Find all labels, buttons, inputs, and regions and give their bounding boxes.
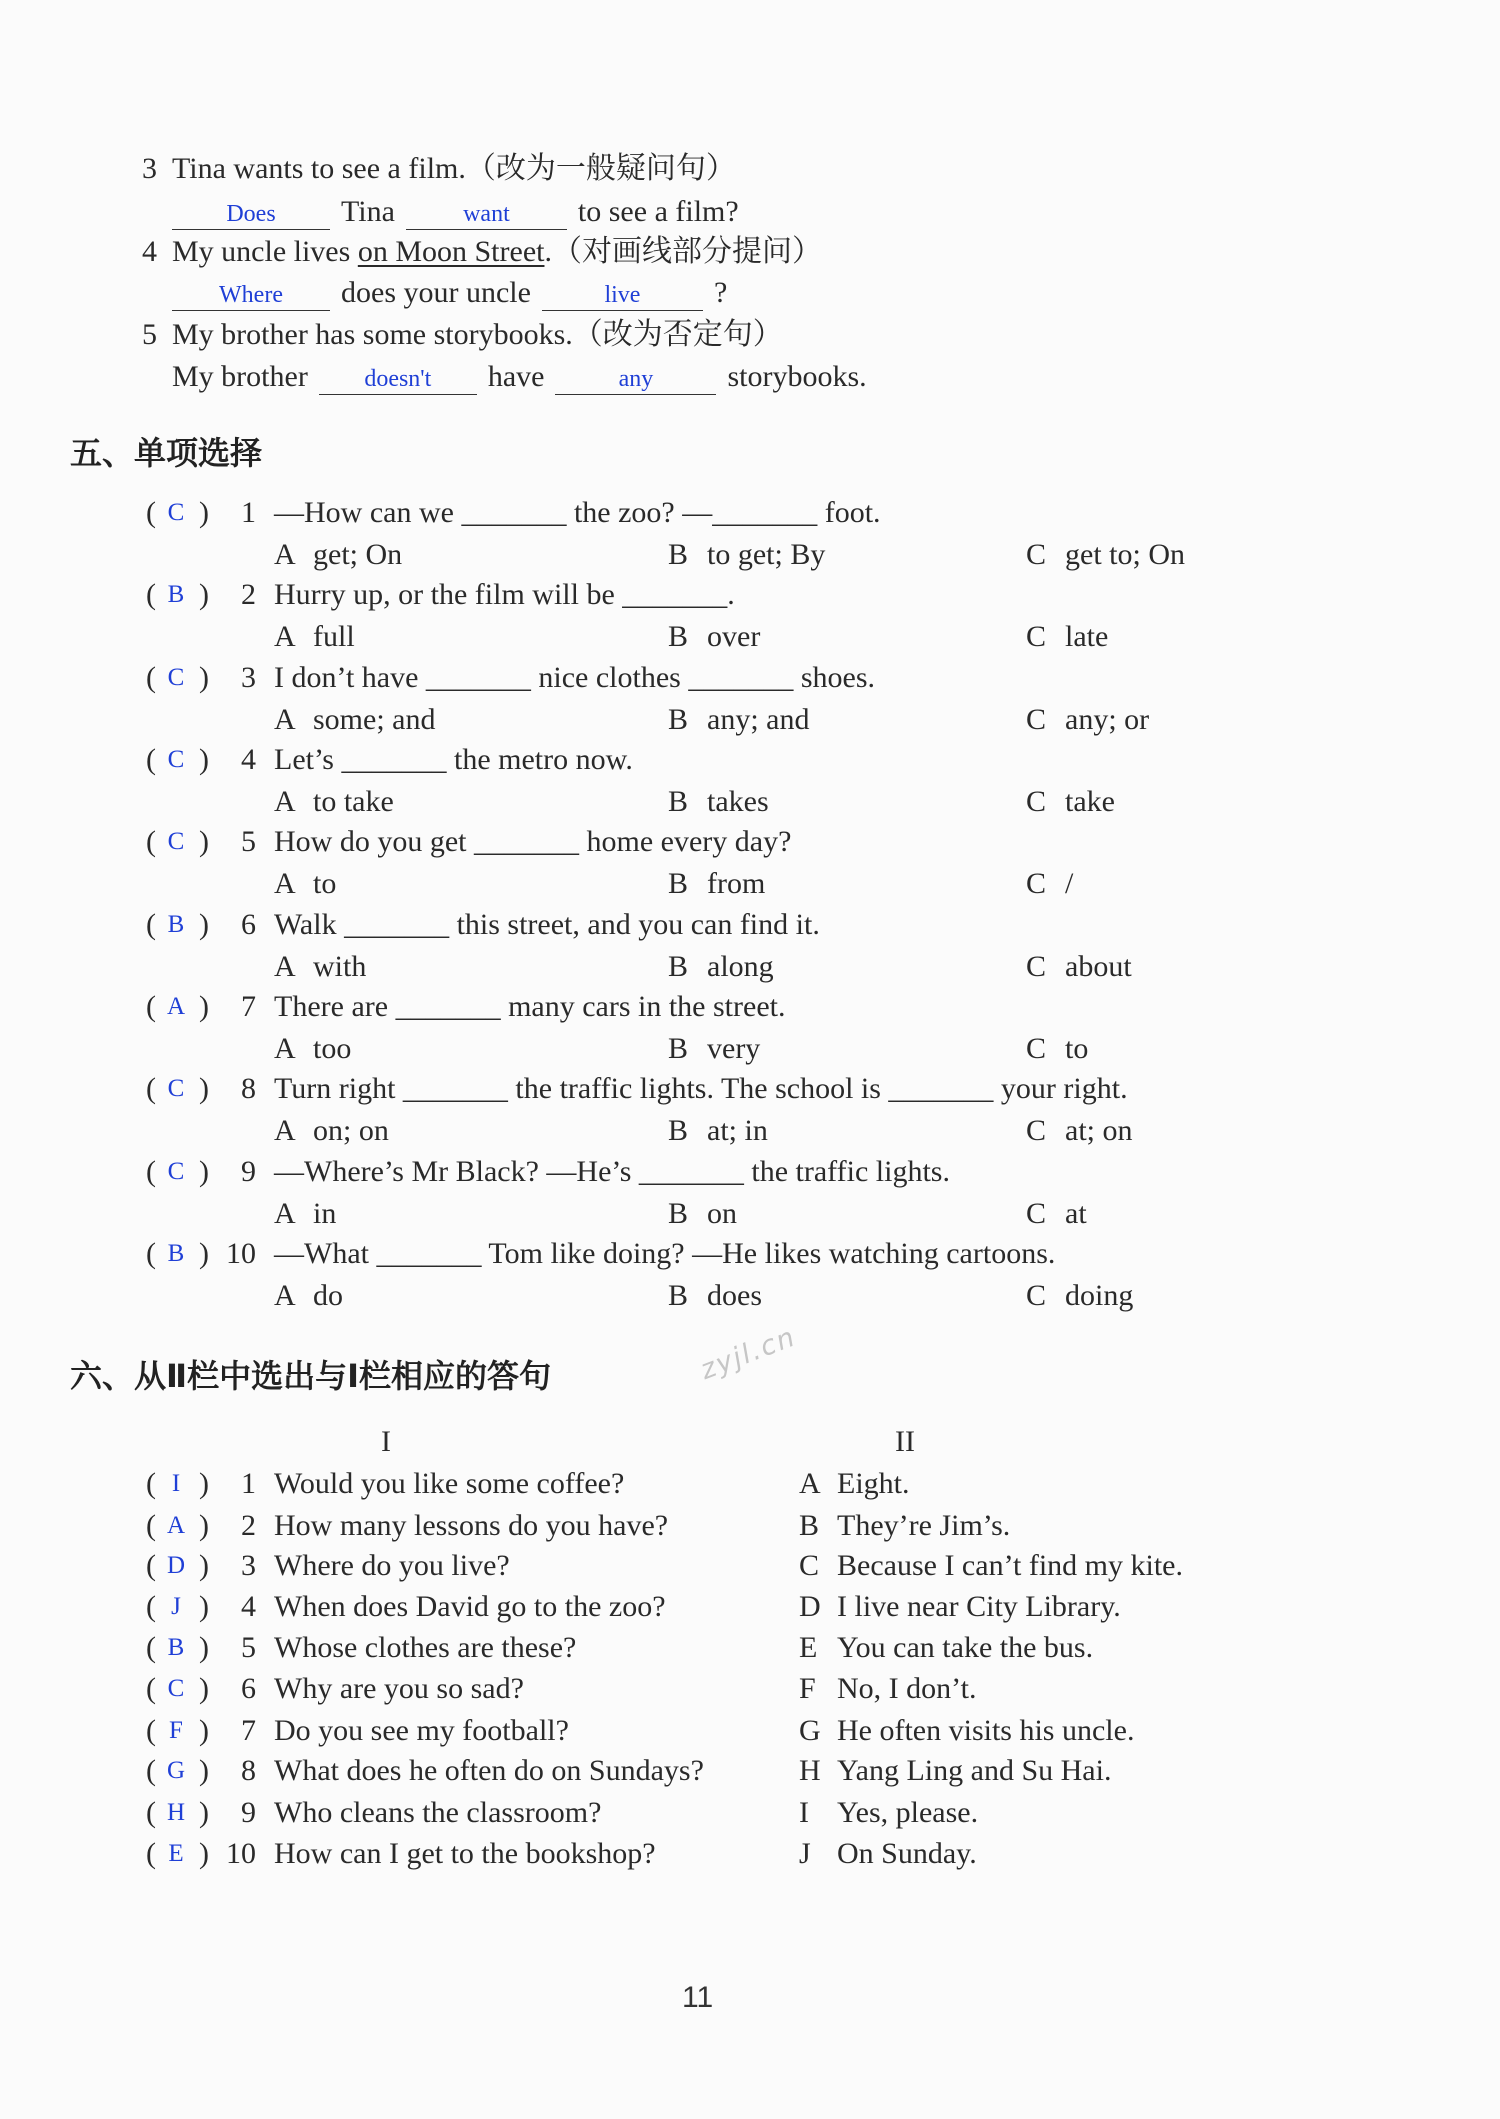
option-b — [668, 1194, 737, 1234]
option-letter: B — [668, 1114, 689, 1147]
option-letter: C — [1026, 1032, 1047, 1065]
answer-blank: Does — [172, 199, 330, 230]
response-letter: H — [799, 1754, 821, 1787]
choice-question-2 — [0, 575, 1500, 615]
answer-blank: want — [406, 199, 567, 230]
question-number: 4 — [142, 235, 157, 268]
bracket-close: ) — [199, 1837, 209, 1870]
bracket-open: ( — [146, 1237, 156, 1270]
option-a — [274, 947, 366, 987]
rewrite-answer-5 — [0, 357, 1500, 397]
match-question: When does David go to the zoo? — [274, 1590, 666, 1623]
option-text: at; on — [1065, 1114, 1133, 1147]
bracket-close: ) — [199, 1237, 209, 1270]
option-text: to take — [313, 785, 394, 818]
choice-answer: C — [167, 664, 185, 691]
option-text: at; in — [707, 1114, 768, 1147]
option-letter: C — [1026, 785, 1047, 818]
answer-blank: live — [542, 280, 703, 311]
choice-question-4 — [0, 740, 1500, 780]
bracket-close: ) — [199, 1590, 209, 1623]
option-b — [668, 864, 765, 904]
bracket-open: ( — [146, 1509, 156, 1542]
bracket-close: ) — [199, 661, 209, 694]
bracket-close: ) — [199, 1796, 209, 1829]
option-text: over — [707, 620, 761, 653]
option-letter: B — [668, 620, 689, 653]
match-answer: A — [166, 1512, 186, 1539]
choice-answer: A — [166, 993, 186, 1020]
match-row-2 — [0, 1506, 1500, 1546]
question-stem: Let’s _______ the metro now. — [274, 743, 633, 776]
choice-answer: B — [167, 1240, 185, 1267]
question-number: 5 — [241, 825, 256, 858]
response-letter: G — [799, 1714, 821, 1747]
answer-line — [172, 357, 878, 397]
response-letter: E — [799, 1631, 818, 1664]
option-text: with — [313, 950, 367, 983]
option-text: on — [707, 1197, 737, 1230]
option-text: does — [707, 1279, 762, 1312]
bracket-close: ) — [199, 1155, 209, 1188]
question-stem: I don’t have _______ nice clothes _______ shoes. — [274, 661, 876, 694]
question-number: 1 — [241, 1467, 256, 1500]
option-letter: A — [274, 785, 296, 818]
column-ii-header: II — [895, 1425, 915, 1458]
option-text: very — [707, 1032, 761, 1065]
section-heading-single-choice: 五、单项选择 — [70, 434, 263, 472]
bracket-close: ) — [199, 496, 209, 529]
choice-question-9 — [0, 1152, 1500, 1192]
question-number: 4 — [241, 743, 256, 776]
bracket-open: ( — [146, 578, 156, 611]
match-row-4 — [0, 1587, 1500, 1627]
bracket-open: ( — [146, 990, 156, 1023]
question-stem: —What _______ Tom like doing? —He likes watching cartoons. — [274, 1237, 1056, 1270]
choice-options-9 — [0, 1194, 1500, 1234]
answer-blank: any — [555, 364, 716, 395]
bracket-close: ) — [199, 578, 209, 611]
option-b — [668, 535, 825, 575]
answer-text: to see a film? — [577, 195, 739, 228]
option-letter: C — [1026, 703, 1047, 736]
option-c — [1026, 782, 1115, 822]
bracket-open: ( — [146, 1837, 156, 1870]
option-text: takes — [707, 785, 769, 818]
option-b — [668, 1029, 760, 1069]
option-a — [274, 535, 402, 575]
option-letter: C — [1026, 950, 1047, 983]
option-c — [1026, 1029, 1088, 1069]
bracket-open: ( — [146, 825, 156, 858]
match-row-1 — [0, 1464, 1500, 1504]
bracket-close: ) — [199, 825, 209, 858]
question-number: 10 — [226, 1837, 256, 1870]
bracket-open: ( — [146, 743, 156, 776]
question-number: 5 — [142, 318, 157, 351]
option-text: get to; On — [1065, 538, 1185, 571]
option-text: do — [313, 1279, 343, 1312]
choice-answer: B — [167, 581, 185, 608]
option-text: to — [313, 867, 337, 900]
bracket-open: ( — [146, 661, 156, 694]
bracket-open: ( — [146, 1072, 156, 1105]
question-number: 5 — [241, 1631, 256, 1664]
response-text: Yang Ling and Su Hai. — [837, 1754, 1112, 1787]
option-text: any; or — [1065, 703, 1150, 736]
choice-options-5 — [0, 864, 1500, 904]
match-row-10 — [0, 1834, 1500, 1874]
response-text: No, I don’t. — [837, 1672, 977, 1705]
rewrite-question-3 — [0, 149, 1500, 189]
choice-options-10 — [0, 1276, 1500, 1316]
instruction: （改为一般疑问句） — [465, 152, 736, 185]
option-a — [274, 782, 394, 822]
option-text: take — [1065, 785, 1115, 818]
question-number: 3 — [241, 1549, 256, 1582]
match-question: What does he often do on Sundays? — [274, 1754, 704, 1787]
bracket-open: ( — [146, 1754, 156, 1787]
question-stem: How do you get _______ home every day? — [274, 825, 792, 858]
option-c — [1026, 1194, 1087, 1234]
option-letter: B — [668, 1197, 689, 1230]
option-letter: C — [1026, 620, 1047, 653]
option-text: along — [707, 950, 774, 983]
choice-question-3 — [0, 658, 1500, 698]
option-letter: A — [274, 703, 296, 736]
question-number: 2 — [241, 1509, 256, 1542]
response-letter: J — [799, 1837, 811, 1870]
rewrite-question-4 — [0, 232, 1500, 272]
bracket-close: ) — [199, 990, 209, 1023]
option-b — [668, 1276, 762, 1316]
choice-answer: C — [167, 1158, 185, 1185]
option-letter: A — [274, 1197, 296, 1230]
question-number: 1 — [241, 496, 256, 529]
question-stem: —Where’s Mr Black? —He’s _______ the traffic lights. — [274, 1155, 950, 1188]
match-answer: B — [167, 1634, 185, 1661]
response-letter: F — [799, 1672, 816, 1705]
option-text: too — [313, 1032, 352, 1065]
option-letter: B — [668, 867, 689, 900]
option-text: on; on — [313, 1114, 389, 1147]
bracket-close: ) — [199, 743, 209, 776]
answer-text: ? — [713, 276, 728, 309]
question-stem: Walk _______ this street, and you can find it. — [274, 908, 820, 941]
match-answer: H — [166, 1799, 186, 1826]
option-a — [274, 1194, 336, 1234]
choice-options-7 — [0, 1029, 1500, 1069]
bracket-close: ) — [199, 1072, 209, 1105]
answer-line — [172, 273, 727, 313]
question-number: 10 — [226, 1237, 256, 1270]
option-text: from — [707, 867, 766, 900]
match-row-3 — [0, 1546, 1500, 1586]
bracket-close: ) — [199, 1754, 209, 1787]
question-number: 8 — [241, 1072, 256, 1105]
question-text — [172, 315, 783, 355]
option-b — [668, 782, 769, 822]
choice-options-6 — [0, 947, 1500, 987]
sentence: My brother has some storybooks. — [172, 318, 573, 351]
option-letter: C — [1026, 867, 1047, 900]
question-stem: Hurry up, or the film will be _______. — [274, 578, 735, 611]
option-c — [1026, 535, 1185, 575]
rewrite-answer-4 — [0, 273, 1500, 313]
choice-options-1 — [0, 535, 1500, 575]
question-number: 3 — [142, 152, 157, 185]
option-letter: A — [274, 1032, 296, 1065]
match-answer: G — [166, 1757, 186, 1784]
answer-text: storybooks. — [727, 360, 867, 393]
option-a — [274, 1111, 389, 1151]
question-number: 7 — [241, 990, 256, 1023]
question-number: 7 — [241, 1714, 256, 1747]
option-c — [1026, 1111, 1133, 1151]
bracket-open: ( — [146, 1631, 156, 1664]
response-letter: C — [799, 1549, 820, 1582]
option-a — [274, 1029, 351, 1069]
option-a — [274, 617, 355, 657]
option-c — [1026, 1276, 1133, 1316]
match-row-5 — [0, 1628, 1500, 1668]
choice-answer: B — [167, 911, 185, 938]
option-text: in — [313, 1197, 337, 1230]
option-letter: B — [668, 538, 689, 571]
option-b — [668, 1111, 768, 1151]
question-number: 4 — [241, 1590, 256, 1623]
option-letter: C — [1026, 1279, 1047, 1312]
sentence-start: My uncle lives — [172, 235, 358, 268]
option-letter: C — [1026, 1197, 1047, 1230]
match-question: Do you see my football? — [274, 1714, 569, 1747]
option-text: / — [1065, 867, 1074, 900]
question-number: 9 — [241, 1155, 256, 1188]
page-number: 11 — [682, 1981, 714, 2014]
option-text: any; and — [707, 703, 810, 736]
option-letter: B — [668, 1279, 689, 1312]
choice-question-7 — [0, 987, 1500, 1027]
match-question: How can I get to the bookshop? — [274, 1837, 656, 1870]
matching-column-headers — [0, 1422, 1500, 1462]
response-text: They’re Jim’s. — [837, 1509, 1011, 1542]
choice-options-2 — [0, 617, 1500, 657]
option-text: to — [1065, 1032, 1089, 1065]
match-answer: D — [166, 1552, 186, 1579]
response-letter: B — [799, 1509, 820, 1542]
option-letter: A — [274, 538, 296, 571]
response-text: Eight. — [837, 1467, 910, 1500]
question-number: 9 — [241, 1796, 256, 1829]
option-text: late — [1065, 620, 1109, 653]
option-b — [668, 617, 760, 657]
option-a — [274, 1276, 343, 1316]
answer-blank: Where — [172, 280, 330, 311]
bracket-open: ( — [146, 1714, 156, 1747]
match-row-9 — [0, 1793, 1500, 1833]
instruction: （对画线部分提问） — [551, 235, 822, 268]
option-letter: B — [668, 950, 689, 983]
choice-question-6 — [0, 905, 1500, 945]
bracket-open: ( — [146, 1549, 156, 1582]
option-letter: C — [1026, 538, 1047, 571]
option-letter: B — [668, 785, 689, 818]
choice-answer: C — [167, 828, 185, 855]
option-text: doing — [1065, 1279, 1134, 1312]
choice-answer: C — [167, 1075, 185, 1102]
option-letter: C — [1026, 1114, 1047, 1147]
bracket-open: ( — [146, 1155, 156, 1188]
option-letter: B — [668, 1032, 689, 1065]
choice-question-1 — [0, 493, 1500, 533]
response-letter: I — [799, 1796, 809, 1829]
match-answer: I — [171, 1470, 181, 1497]
option-c — [1026, 617, 1108, 657]
response-letter: D — [799, 1590, 821, 1623]
option-text: about — [1065, 950, 1132, 983]
answer-text: does your uncle — [341, 276, 531, 309]
watermark: zyjl.cn — [696, 1321, 801, 1387]
match-question: Why are you so sad? — [274, 1672, 524, 1705]
question-stem: There are _______ many cars in the street. — [274, 990, 786, 1023]
match-question: Whose clothes are these? — [274, 1631, 577, 1664]
match-row-6 — [0, 1669, 1500, 1709]
option-b — [668, 947, 774, 987]
match-answer: E — [168, 1840, 184, 1867]
match-row-8 — [0, 1751, 1500, 1791]
option-a — [274, 700, 435, 740]
bracket-close: ) — [199, 1714, 209, 1747]
section-heading-matching: 六、从Ⅱ栏中选出与Ⅰ栏相应的答句 — [70, 1357, 551, 1395]
option-text: full — [313, 620, 355, 653]
bracket-close: ) — [199, 1467, 209, 1500]
choice-question-8 — [0, 1069, 1500, 1109]
option-text: to get; By — [707, 538, 826, 571]
answer-blank: doesn't — [319, 364, 477, 395]
bracket-close: ) — [199, 1672, 209, 1705]
bracket-close: ) — [199, 1631, 209, 1664]
match-answer: C — [167, 1675, 185, 1702]
option-text: at — [1065, 1197, 1087, 1230]
option-c — [1026, 947, 1132, 987]
column-i-header: I — [381, 1425, 391, 1458]
question-number: 3 — [241, 661, 256, 694]
match-question: Who cleans the classroom? — [274, 1796, 602, 1829]
rewrite-question-5 — [0, 315, 1500, 355]
choice-options-3 — [0, 700, 1500, 740]
bracket-open: ( — [146, 1672, 156, 1705]
question-number: 6 — [241, 908, 256, 941]
response-text: Yes, please. — [837, 1796, 979, 1829]
instruction: （改为否定句） — [572, 318, 783, 351]
option-text: some; and — [313, 703, 436, 736]
match-answer: F — [169, 1717, 183, 1744]
option-letter: A — [274, 867, 296, 900]
match-row-7 — [0, 1711, 1500, 1751]
choice-answer: C — [167, 499, 185, 526]
option-letter: A — [274, 1279, 296, 1312]
response-letter: A — [799, 1467, 821, 1500]
option-a — [274, 864, 336, 904]
response-text: On Sunday. — [837, 1837, 977, 1870]
option-b — [668, 700, 809, 740]
choice-question-5 — [0, 822, 1500, 862]
option-text: get; On — [313, 538, 403, 571]
bracket-open: ( — [146, 496, 156, 529]
question-text — [172, 149, 736, 189]
response-text: You can take the bus. — [837, 1631, 1094, 1664]
response-text: Because I can’t find my kite. — [837, 1549, 1183, 1582]
option-letter: A — [274, 1114, 296, 1147]
question-stem: Turn right _______ the traffic lights. The school is _______ your right. — [274, 1072, 1128, 1105]
response-text: I live near City Library. — [837, 1590, 1121, 1623]
answer-text: have — [487, 360, 545, 393]
answer-line — [172, 192, 750, 232]
bracket-close: ) — [199, 1509, 209, 1542]
match-answer: J — [171, 1593, 181, 1620]
option-c — [1026, 700, 1149, 740]
bracket-close: ) — [199, 908, 209, 941]
match-question: Would you like some coffee? — [274, 1467, 625, 1500]
choice-question-10 — [0, 1234, 1500, 1274]
question-number: 2 — [241, 578, 256, 611]
match-question: Where do you live? — [274, 1549, 510, 1582]
choice-answer: C — [167, 746, 185, 773]
choice-options-4 — [0, 782, 1500, 822]
question-number: 8 — [241, 1754, 256, 1787]
choice-options-8 — [0, 1111, 1500, 1151]
option-c — [1026, 864, 1073, 904]
option-letter: B — [668, 703, 689, 736]
option-letter: A — [274, 950, 296, 983]
bracket-open: ( — [146, 1796, 156, 1829]
question-text — [172, 232, 822, 272]
question-number: 6 — [241, 1672, 256, 1705]
answer-text: Tina — [341, 195, 395, 228]
option-letter: A — [274, 620, 296, 653]
answer-text: My brother — [172, 360, 308, 393]
match-question: How many lessons do you have? — [274, 1509, 669, 1542]
sentence: Tina wants to see a film. — [172, 152, 466, 185]
underlined-phrase: on Moon Street — [357, 235, 545, 268]
bracket-close: ) — [199, 1549, 209, 1582]
bracket-open: ( — [146, 1590, 156, 1623]
response-text: He often visits his uncle. — [837, 1714, 1135, 1747]
question-stem: —How can we _______ the zoo? —_______ foot. — [274, 496, 881, 529]
rewrite-answer-3 — [0, 192, 1500, 232]
sentence-end: . — [544, 235, 552, 268]
bracket-open: ( — [146, 1467, 156, 1500]
bracket-open: ( — [146, 908, 156, 941]
